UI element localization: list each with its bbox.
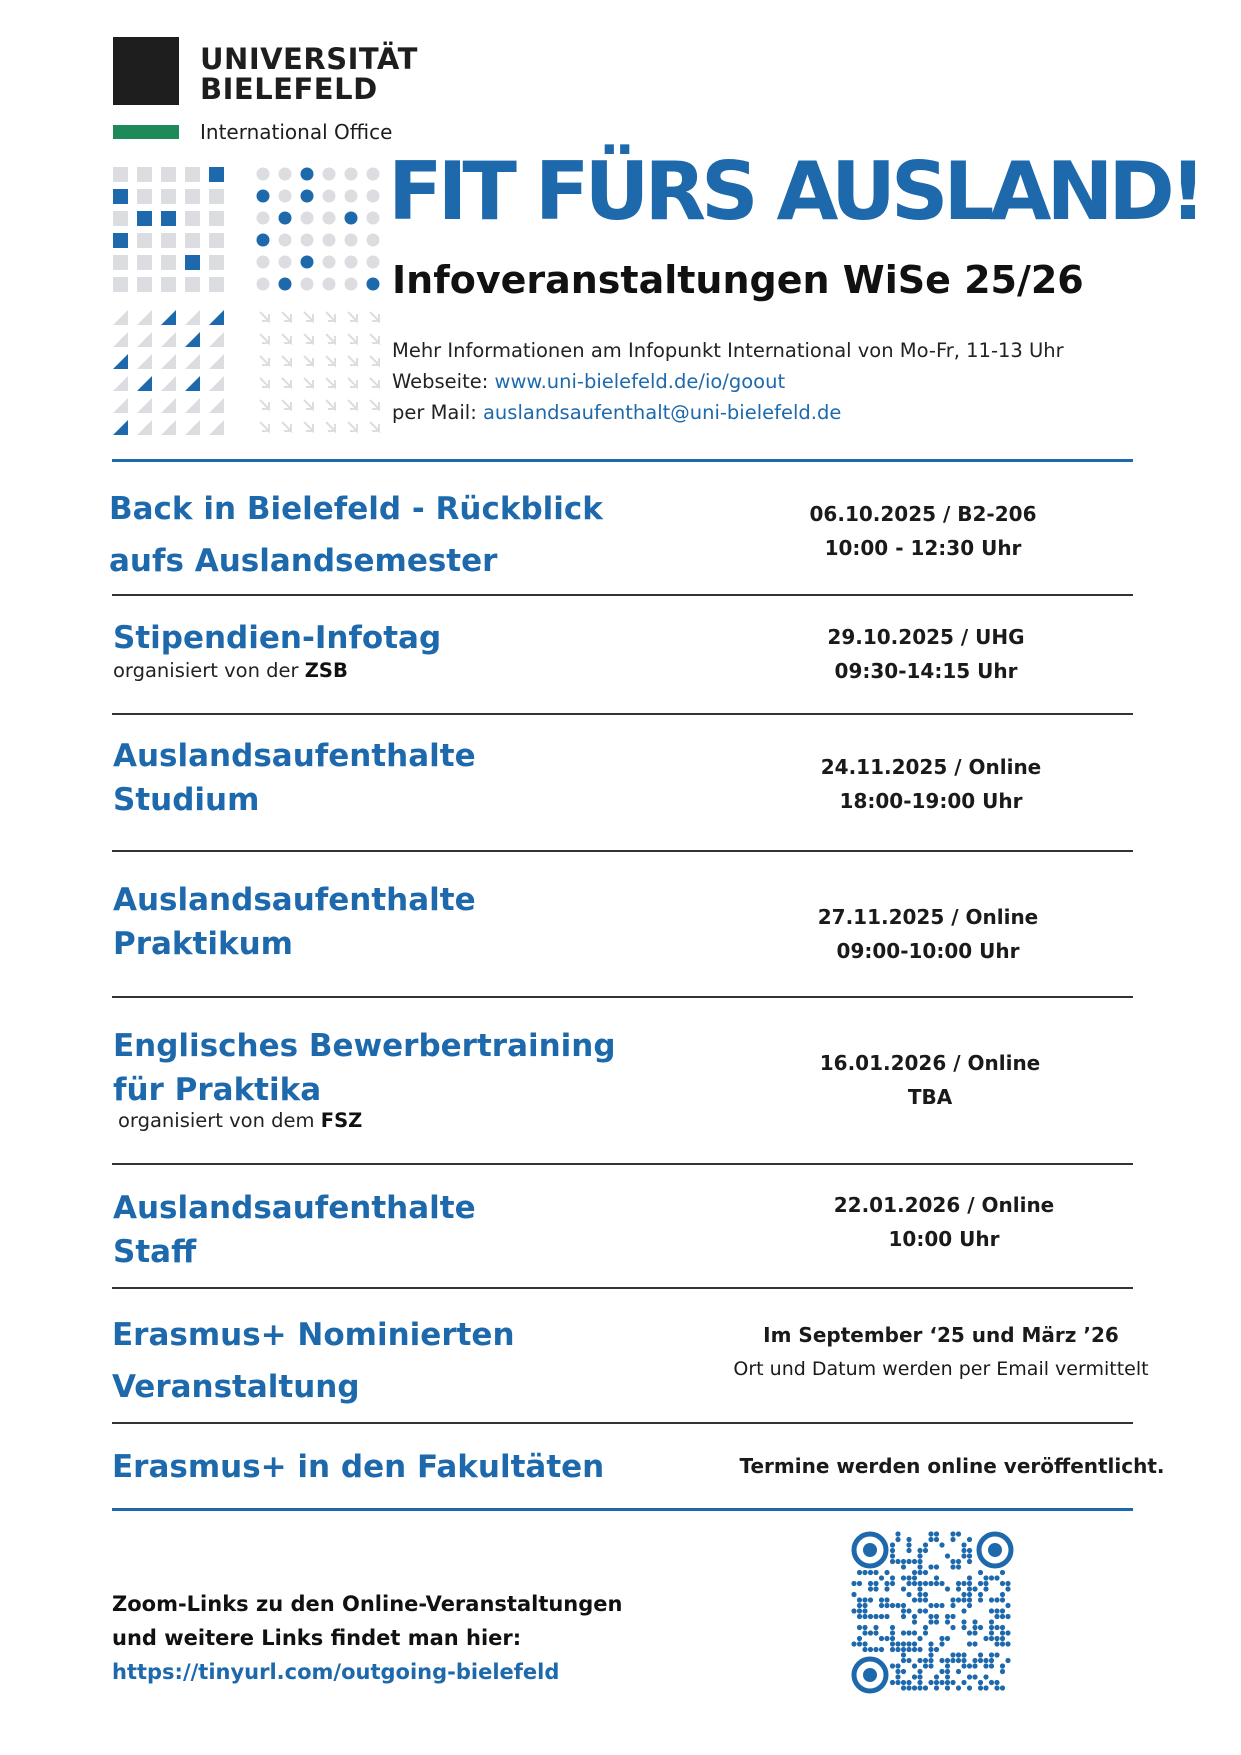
decorative-pattern-icon xyxy=(113,167,383,439)
event-schedule xyxy=(683,497,1163,565)
event-title-line2: Praktikum xyxy=(113,926,293,962)
event-title-line2: Veranstaltung xyxy=(112,1369,360,1405)
page-subtitle: Infoveranstaltungen WiSe 25/26 xyxy=(392,258,1084,302)
event-title xyxy=(113,878,476,966)
divider xyxy=(112,850,1133,852)
event-title-line2: für Praktika xyxy=(113,1072,322,1108)
divider xyxy=(112,1508,1133,1511)
university-name xyxy=(200,44,418,104)
event-title-line2: aufs Auslandsemester xyxy=(109,543,498,579)
event-title-line2: Staff xyxy=(113,1234,197,1270)
website-link[interactable]: www.uni-bielefeld.de/io/goout xyxy=(494,370,786,393)
event-title xyxy=(113,1186,476,1274)
divider xyxy=(112,1422,1133,1424)
event-schedule xyxy=(686,620,1166,688)
university-name-line2: BIELEFELD xyxy=(200,72,378,106)
website-line xyxy=(392,366,1064,397)
event-title-line1: Erasmus+ in den Fakultäten xyxy=(112,1449,605,1485)
event-title xyxy=(113,1024,616,1112)
event-note: Termine werden online veröffentlicht. xyxy=(739,1454,1165,1478)
event-organizer xyxy=(118,1109,362,1132)
event-title xyxy=(113,616,441,660)
event-time: 18:00-19:00 Uhr xyxy=(839,789,1023,813)
event-time: 09:30-14:15 Uhr xyxy=(834,659,1018,683)
event-schedule xyxy=(661,1318,1221,1386)
logo-green-bar xyxy=(113,125,179,139)
event-time: 10:00 - 12:30 Uhr xyxy=(824,536,1022,560)
event-time: 09:00-10:00 Uhr xyxy=(836,939,1020,963)
mail-line xyxy=(392,397,1064,428)
event-title-line1: Auslandsaufenthalte xyxy=(113,1190,476,1226)
event-note: Ort und Datum werden per Email vermittelt xyxy=(733,1358,1149,1380)
event-date: 24.11.2025 / Online xyxy=(820,755,1042,779)
event-organizer xyxy=(113,659,348,682)
contact-info xyxy=(392,335,1064,428)
event-schedule xyxy=(704,1188,1184,1256)
event-title-line1: Back in Bielefeld - Rückblick xyxy=(109,491,603,527)
info-line: Mehr Informationen am Infopunkt International von Mo-Fr, 11-13 Uhr xyxy=(392,339,1064,362)
event-title xyxy=(113,734,476,822)
event-title xyxy=(112,1313,515,1409)
event-title-line2: Studium xyxy=(113,782,260,818)
organizer-prefix: organisiert von der xyxy=(113,659,299,682)
office-name: International Office xyxy=(200,120,393,144)
event-date: 29.10.2025 / UHG xyxy=(827,625,1025,649)
event-title-line1: Stipendien-Infotag xyxy=(113,620,442,656)
event-date: 22.01.2026 / Online xyxy=(833,1193,1055,1217)
footer-info xyxy=(112,1587,622,1689)
event-schedule xyxy=(690,1046,1170,1114)
divider xyxy=(112,459,1133,462)
event-schedule xyxy=(672,1449,1232,1483)
divider xyxy=(112,1163,1133,1165)
event-time: TBA xyxy=(907,1085,953,1109)
divider xyxy=(112,996,1133,998)
organizer-name: FSZ xyxy=(320,1109,363,1132)
event-title-line1: Erasmus+ Nominierten xyxy=(112,1317,515,1353)
event-title-line1: Auslandsaufenthalte xyxy=(113,738,476,774)
mail-link[interactable]: auslandsaufenthalt@uni-bielefeld.de xyxy=(482,401,842,424)
divider xyxy=(112,594,1133,596)
footer-line1: Zoom-Links zu den Online-Veranstaltungen xyxy=(112,1592,623,1616)
divider xyxy=(112,713,1133,715)
qr-code-icon[interactable] xyxy=(850,1530,1015,1695)
website-label: Webseite: xyxy=(392,370,489,393)
organizer-name: ZSB xyxy=(304,659,348,682)
divider xyxy=(112,1287,1133,1289)
university-name-line1: UNIVERSITÄT xyxy=(200,42,418,76)
page-title: FIT FÜRS AUSLAND! xyxy=(388,145,1202,238)
mail-label: per Mail: xyxy=(392,401,477,424)
footer-line2: und weitere Links findet man hier: xyxy=(112,1626,522,1650)
event-title xyxy=(109,487,603,583)
event-date: 16.01.2026 / Online xyxy=(819,1051,1041,1075)
event-time: 10:00 Uhr xyxy=(888,1227,1000,1251)
event-schedule xyxy=(691,750,1171,818)
event-date: Im September ‘25 und März ’26 xyxy=(763,1323,1119,1347)
event-date: 06.10.2025 / B2-206 xyxy=(809,502,1037,526)
university-logo-icon xyxy=(113,37,179,105)
event-date: 27.11.2025 / Online xyxy=(817,905,1039,929)
footer-link[interactable]: https://tinyurl.com/outgoing-bielefeld xyxy=(112,1660,560,1684)
event-title xyxy=(112,1445,604,1489)
event-title-line1: Auslandsaufenthalte xyxy=(113,882,476,918)
event-title-line1: Englisches Bewerbertraining xyxy=(113,1028,616,1064)
organizer-prefix: organisiert von dem xyxy=(118,1109,315,1132)
event-schedule xyxy=(688,900,1168,968)
